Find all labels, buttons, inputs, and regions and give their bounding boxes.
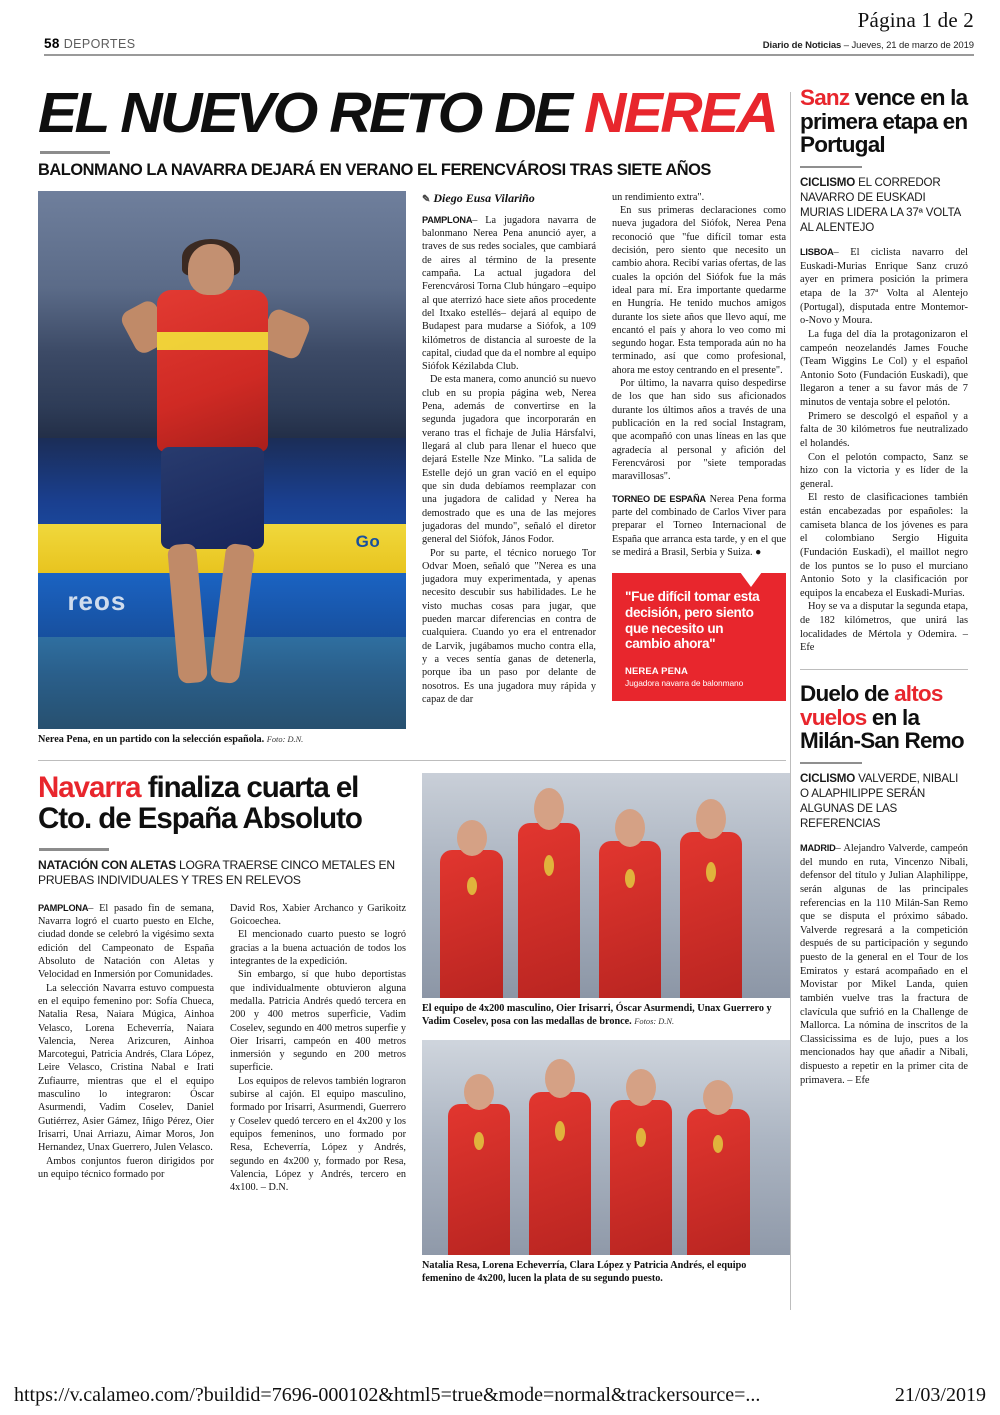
column-divider-rule xyxy=(790,92,791,1310)
rail-bottom-dateline: MADRID xyxy=(800,843,836,853)
second-col1-p3: Ambos conjuntos fueron dirigidos por un equipo técnico formado por xyxy=(38,1155,214,1180)
photo-men-credit: Fotos: D.N. xyxy=(634,1017,675,1027)
rail-top-p1: – El ciclista navarro del Euskadi-Murias Enrique Sanz cruzó ayer en primera posición la primera etapa de la 37ª Volta al Alentejo (Portugal), disputada entre Montemor-o-Novo y Moura. xyxy=(800,247,968,327)
second-col2-p1: David Ros, Xabier Archanco y Garikoitz Goicoechea. xyxy=(230,902,406,927)
footer-date: 21/03/2019 xyxy=(894,1384,986,1406)
issue-date: – Jueves, 21 de marzo de 2019 xyxy=(843,40,974,51)
lead-headline-black: EL NUEVO RETO DE xyxy=(38,81,585,145)
folio-page-number: 58 xyxy=(44,36,60,51)
second-tagline xyxy=(38,858,406,888)
rail-divider xyxy=(800,669,968,670)
lead-col2-p1: un rendimiento extra". xyxy=(612,191,705,203)
rail-bottom-headline-p1: Duelo de xyxy=(800,680,895,706)
rail-top-p3: Primero se descolgó el español y a falta de 30 kilómetros fue neutralizado el holandés. xyxy=(800,410,968,449)
lead-col2-text xyxy=(612,191,786,559)
lead-photo-caption xyxy=(38,729,406,747)
lead-col2-p3: Por último, la navarra quiso despedirse de los que han sido sus aficionados durante los últimos años a través de una publicación en la red social Instagram, que acompañó con unas líneas en las que agradecía al personal y afición del Ferencvárosi por "siete temporadas maravillosas". xyxy=(612,378,786,483)
lead-subhead-text: LA NAVARRA DEJARÁ EN VERANO EL FERENCVÁROSI TRAS SIETE AÑOS xyxy=(142,160,711,179)
rail-top-p6: Hoy se va a disputar la segunda etapa, de 182 kilómetros, que unirá las localidades de Mértola y Odemira. – Efe xyxy=(800,601,968,654)
second-dateline: PAMPLONA xyxy=(38,902,89,913)
second-kicker: NATACIÓN CON ALETAS xyxy=(38,858,176,873)
rail-top-p2: La fuga del día la protagonizaron el campeón neozelandés James Fouche (Team Wiggins Le Col) y el español Antonio Soto (Fundación Euskadi), que llegaron a tener a su favor más de 7 minutos de ventaja sobre el pelotón. xyxy=(800,328,968,408)
second-col2-p2: El mencionado cuarto puesto se logró gracias a la buena actuación de todos los integrantes de la expedición. xyxy=(230,929,406,967)
second-text-column-1 xyxy=(38,902,214,1182)
lead-photo-block xyxy=(38,191,406,747)
lead-col1-p3: Por su parte, el técnico noruego Tor Odvar Moen, señaló que "Nerea es una jugadora muy experimentada, y apenas necesito descubir sus habilidades. Le he visto muchas cosas para jugar, que pueden marcar diferencias en contra de cualquiera. Cuando yo era el entrenador de Larvik, jugábamos mucho contra ella, y a veces sentía ganas de detenerla, porque iba un paso por delante de nosotros. Es una jugadora muy rápida y capaz de dar xyxy=(422,547,596,705)
lead-col1-p2: De esta manera, como anunció su nuevo club en su propia página web, Nerea Pena, además de convertirse en la segunda jugadora que incorporarán en verano tras el fichaje de Julia Hársfalvi, llegará al club para llenar el hueco que dejará Estelle Nze Minko. "La salida de Estelle dejó un gran vacíó en el equipo que sin duda debíamos reemplazar con una jugadora de calidad y Nerea ha demostrado que es una de las mejores jugadoras del mundo", señaló el diretor general del Siófok, János Fodor. xyxy=(422,374,596,546)
torneo-label: TORNEO DE ESPAÑA xyxy=(612,493,706,504)
lead-text-column-1 xyxy=(422,191,596,707)
second-article-left xyxy=(38,773,406,1194)
rail-article-milan xyxy=(800,682,968,1087)
second-col2-p4: Los equipos de relevos también lograron subirse al cajón. El equipo masculino, formado por Irisarri, Asurmendi, Guerrero y Coselev quedó tercero en el 4x200 y los equipos femeninos, uno formado por Resa, Echeverría, López y Andrés, segundo en 4x200 y, formado por Resa, Valencia, López y Andrés, tercero en 4x100. – D.N. xyxy=(230,1075,406,1194)
byline-name: Diego Eusa Vilariño xyxy=(433,190,535,205)
second-tagline-text: LOGRA TRAERSE CINCO METALES EN PRUEBAS INDIVIDUALES Y TRES EN RELEVOS xyxy=(38,858,395,888)
folio-section: DEPORTES xyxy=(63,37,136,51)
rail-bottom-headline xyxy=(800,682,968,753)
pull-quote-author: NEREA PENA xyxy=(625,666,688,678)
second-col1-p2: La selección Navarra estuvo compuesta en el equipo femenino por: Sofía Chueca, Natalia Resa, Naiara Múgica, Ainhoa Velasco, Lorena Echeverría, Naiara Valencia, Nerea Arizcuren, Ainhoa Marcotegui, Patricia Andrés, Clara López, Leire Velasco, Cristina Nabal e Irati Zufiaurre, mientras que el el equipo masculino lo integraron: Óscar Asurmendi, Vadim Coselev, Daniel Gutiérrez, Asier Gámez, Iñigo Pérez, Oier Irisarri, Unai Arriazu, Aimar Moros, Jon Hernandez, Unax Guerrero, Julen Velasco. xyxy=(38,982,214,1154)
lead-dateline: PAMPLONA xyxy=(422,214,473,225)
rail-top-headline-rest: vence en la primera etapa en Portugal xyxy=(800,85,968,158)
photo-men-team xyxy=(422,773,790,998)
masthead-name: Diario de Noticias xyxy=(762,40,842,51)
rail-top-body xyxy=(800,246,968,655)
second-text-column-2 xyxy=(230,902,406,1195)
rail-bottom-headline-red: altos vuelos xyxy=(800,680,943,730)
photo-women-team xyxy=(422,1040,790,1255)
quote-notch xyxy=(740,572,762,587)
footer-url: https://v.calameo.com/?buildid=7696-000102&html5=true&mode=normal&trackersource=... xyxy=(14,1384,761,1406)
lead-text-column-2 xyxy=(612,191,786,702)
rail-top-dateline: LISBOA xyxy=(800,247,834,258)
lead-headline xyxy=(38,81,808,145)
lead-kicker: BALONMANO xyxy=(38,160,143,179)
pull-quote-box xyxy=(612,573,786,701)
second-col1-p1: – El pasado fin de semana, Navarra logró el cuarto puesto en Elche, ciudad donde se celebró la vigésimo sexta edición del Campeonato de España Absoluto de Natación con Aletas y Velocidad en Inmersión por Comunidades. xyxy=(38,902,214,981)
second-col2-p3: Sin embargo, sí que hubo deportistas que individualmente obtuvieron alguna medalla. Patricia Andrés quedó tercera en 200 y 400 metros superficie, Vadim Coselev, segundo en 400 metros superfie y Oier Irisarri, campeón en 400 metros inmersión y segundo en 200 metros superficie. xyxy=(230,969,406,1074)
rail-top-tagline-text: EL CORREDOR NAVARRO DE EUSKADI MURIAS LIDERA LA 37ª VOLTA AL ALENTEJO xyxy=(800,175,961,235)
print-page-indicator: Página 1 de 2 xyxy=(857,8,974,32)
lead-headline-red: NEREA xyxy=(584,81,777,145)
rail-top-rule xyxy=(800,166,862,168)
folio-bar xyxy=(44,36,974,56)
lead-photo-credit: Foto: D.N. xyxy=(266,734,304,744)
rail-bottom-tagline-text: VALVERDE, NIBALI O ALAPHILIPPE SERÁN ALGUNAS DE LAS REFERENCIAS xyxy=(800,771,959,830)
rail-article-sanz xyxy=(800,86,968,655)
rail-bottom-headline-p2: en la Milán-San Remo xyxy=(800,704,964,754)
rail-bottom-kicker: CICLISMO xyxy=(800,771,856,785)
folio-left xyxy=(44,36,135,51)
photo-women-caption: Natalia Resa, Lorena Echeverría, Clara López y Patricia Andrés, el equipo femenino de 4x200, lucen la plata de su segundo puesto. xyxy=(422,1259,747,1284)
second-kicker-rule xyxy=(39,848,109,851)
folio-right xyxy=(763,40,974,51)
pull-quote-text: "Fue difícil tomar esta decisión, pero siento que necesito un cambio ahora" xyxy=(625,589,760,652)
rail-top-headline xyxy=(800,86,968,157)
lead-photo-caption-text: Nerea Pena, en un partido con la selección española. xyxy=(38,733,265,745)
second-headline-red: Navarra xyxy=(38,771,141,805)
rail-bottom-body xyxy=(800,842,968,1087)
second-headline xyxy=(38,773,406,834)
rail-bottom-p1: – Alejandro Valverde, campeón del mundo en ruta, Vincenzo Nibali, defensor del título y Julian Alaphilippe, serán algunas de las principales referencias en la 110 Milán-San Remo que se disputa el próximo sábado. Valverde regresará a la competición después de su participación y segundo puesto de la general en el Tour de los Emiratos y estará acompañado en el Movistar por Mikel Landa, quien también vuelve tras la fractura de clavícula que sufrió en la Challenge de Mallorca. La nómina de inscritos de la Classicissima es de lujo, pues a los mencionados hay que añadir a Nibali, dispuesto a repetir en la primer cita de primavera. – Efe xyxy=(800,843,968,1086)
photo-subject-player xyxy=(119,239,310,702)
lead-photo: reos Go xyxy=(38,191,406,729)
rail-top-p4: Con el pelotón compacto, Sanz se hizo con la victoria y es líder de la general. xyxy=(800,451,968,490)
pen-icon: ✎ xyxy=(422,193,431,205)
print-footer xyxy=(0,1384,1000,1407)
photo-men-caption xyxy=(422,998,786,1029)
byline xyxy=(422,191,596,206)
lead-col1-p1: – La jugadora navarra de balonmano Nerea Pena anunció ayer, a traves de sus redes sociales, que cambiará de aires al término de la presente campaña. La actual jugadora del Ferencvárosi Torna Club húngaro –equipo al que aterrizó hace siete años procedente del Itxako estellés– dejará al equipo de Budapest para mudarse a Siófok, a 109 kilómetros de distancia al suroeste de la capital, ciudad que da el nombre al equipo Siófok Kézilabda Club. xyxy=(422,214,596,373)
rail-bottom-tagline xyxy=(800,771,968,831)
main-content-area xyxy=(38,81,786,1285)
photo-men-caption-text: El equipo de 4x200 masculino, Oier Irisarri, Óscar Asurmendi, Unax Guerrero y Vadim Coselev, posa con las medallas de bronce. xyxy=(422,1003,772,1028)
rail-top-p5: El resto de clasificaciones también están encabezadas por españoles: la camiseta blanca de los jóvenes es para el colombiano Sergio Higuita (Fundación Euskadi), el maillot negro de los puntos se lo puso el murciano Antonio Soto y la clasificación por equipos la encabeza el Euskadi-Murias. xyxy=(800,492,968,599)
rail-top-tagline xyxy=(800,175,968,235)
rail-top-headline-red: Sanz xyxy=(800,85,850,110)
second-headline-rest: finaliza cuarta el Cto. de España Absoluto xyxy=(38,771,362,835)
torneo-text: Nerea Pena forma parte del combinado de Carlos Viver para preparar el Torneo Internacional de España que arranca esta tarde, y en el que se medirá a Brasil, Serbia y Suiza. ● xyxy=(612,493,786,558)
rail-bottom-rule xyxy=(800,762,862,764)
lead-subhead xyxy=(38,161,786,180)
lead-col2-p2: En sus primeras declaraciones como nueva jugadora del Siófok, Nerea Pena reconoció que "fue difícil tomar esta decisión, pero siento que necesito un cambio ahora. Recibí varias ofertas, de las cuales la opción del Siófok fue la más ideal para mí. Era importante quedarme en Hungría. He tenido muchos amigos durante los siete años que llevo aquí, me encantó el país y ahora lo veo como mi segundo hogar. Esta temporada aún no ha terminado, así que como profesional, ahora me estoy centrando en el presente". xyxy=(612,205,786,376)
lead-col1-text xyxy=(422,214,596,707)
right-rail xyxy=(800,86,968,1087)
kicker-rule xyxy=(40,151,110,154)
rail-top-kicker: CICLISMO xyxy=(800,175,856,189)
second-article-photos xyxy=(422,773,786,1285)
section-divider xyxy=(38,760,786,761)
pull-quote-role: Jugadora navarra de balonmano xyxy=(625,678,744,689)
